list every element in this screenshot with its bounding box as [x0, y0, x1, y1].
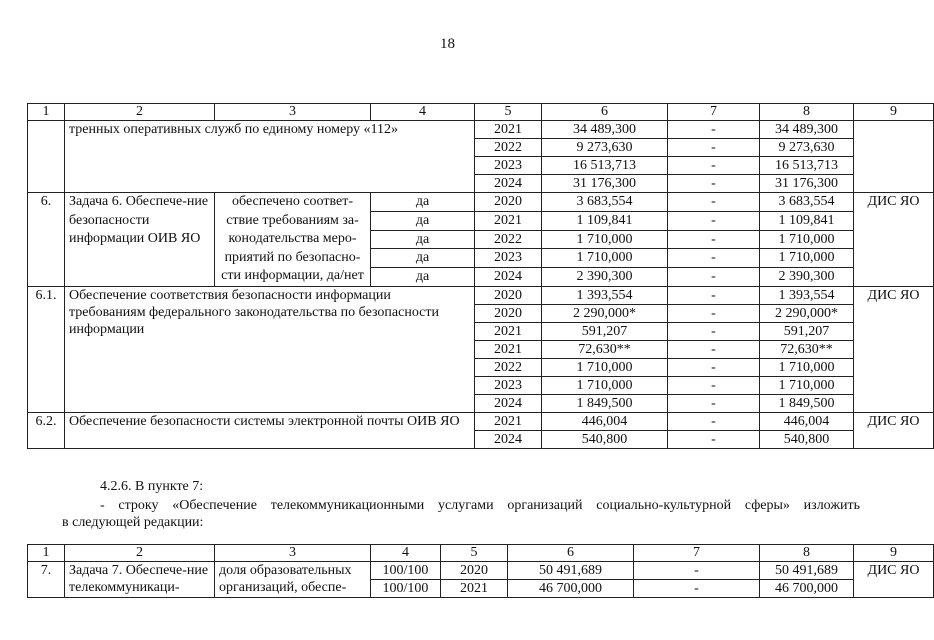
header-cell: 9 — [854, 104, 934, 121]
dash-cell: - — [668, 322, 760, 340]
dash-cell: - — [668, 157, 760, 175]
amount-cell: 446,004 — [542, 412, 668, 430]
description-cell: тренных оперативных служб по единому номеру «112» — [65, 121, 475, 193]
year-cell: 2020 — [475, 193, 542, 212]
header-cell: 3 — [215, 545, 371, 562]
indicator-cell: обеспечено соответ-ствие требованиям за-конодательства меро-приятий по безопасно-сти информации, да/нет — [215, 193, 371, 287]
amount-cell: 1 849,500 — [542, 394, 668, 412]
total-cell: 2 390,300 — [760, 268, 854, 287]
year-cell: 2024 — [475, 430, 542, 448]
amount-cell: 2 390,300 — [542, 268, 668, 287]
executor-cell: ДИС ЯО — [854, 412, 934, 448]
page-number: 18 — [440, 36, 455, 52]
header-cell: 8 — [760, 545, 854, 562]
table-row — [28, 286, 934, 304]
value-cell: да — [371, 230, 475, 249]
task-cell: Задача 7. Обеспече-ние телекоммуникаци- — [65, 562, 215, 598]
amount-cell: 50 491,689 — [508, 562, 634, 580]
dash-cell: - — [668, 412, 760, 430]
executor-cell: ДИС ЯО — [854, 193, 934, 287]
header-cell: 6 — [508, 545, 634, 562]
total-cell: 46 700,000 — [760, 580, 854, 598]
description-cell: Обеспечение соответствия безопасности информации требованиям федерального законодательства по безопасности информации — [65, 286, 475, 412]
paragraph-instruction-line1: - строку «Обеспечение телекоммуникационными услугами организаций социально-культурной сферы» изложить — [100, 498, 860, 513]
dash-cell: - — [668, 211, 760, 230]
year-cell: 2020 — [475, 286, 542, 304]
header-cell: 5 — [441, 545, 508, 562]
amount-cell: 591,207 — [542, 322, 668, 340]
total-cell: 50 491,689 — [760, 562, 854, 580]
dash-cell: - — [668, 376, 760, 394]
header-cell: 7 — [668, 104, 760, 121]
total-cell: 446,004 — [760, 412, 854, 430]
header-cell: 3 — [215, 104, 371, 121]
amount-cell: 1 109,841 — [542, 211, 668, 230]
total-cell: 1 849,500 — [760, 394, 854, 412]
year-cell: 2023 — [475, 376, 542, 394]
dash-cell: - — [668, 358, 760, 376]
amount-cell: 1 710,000 — [542, 249, 668, 268]
value-cell: 100/100 — [371, 562, 441, 580]
amount-cell: 1 710,000 — [542, 376, 668, 394]
value-cell: 100/100 — [371, 580, 441, 598]
total-cell: 34 489,300 — [760, 121, 854, 139]
total-cell: 31 176,300 — [760, 175, 854, 193]
amount-cell: 16 513,713 — [542, 157, 668, 175]
header-cell: 9 — [854, 545, 934, 562]
amount-cell: 31 176,300 — [542, 175, 668, 193]
paragraph-instruction-line2: в следующей редакции: — [62, 515, 204, 530]
num-cell: 7. — [28, 562, 65, 598]
total-cell: 1 710,000 — [760, 230, 854, 249]
amount-cell: 2 290,000* — [542, 304, 668, 322]
amount-cell: 1 710,000 — [542, 230, 668, 249]
description-cell: Обеспечение безопасности системы электронной почты ОИВ ЯО — [65, 412, 475, 448]
dash-cell: - — [668, 430, 760, 448]
amount-cell: 72,630** — [542, 340, 668, 358]
header-cell: 6 — [542, 104, 668, 121]
table-row — [28, 104, 934, 121]
year-cell: 2023 — [475, 157, 542, 175]
year-cell: 2021 — [475, 412, 542, 430]
table-row — [28, 121, 934, 139]
header-cell: 1 — [28, 104, 65, 121]
num-cell: 6.2. — [28, 412, 65, 448]
header-cell: 5 — [475, 104, 542, 121]
year-cell: 2023 — [475, 249, 542, 268]
header-cell: 4 — [371, 545, 441, 562]
executor-cell — [854, 121, 934, 193]
amount-cell: 540,800 — [542, 430, 668, 448]
total-cell: 1 710,000 — [760, 249, 854, 268]
dash-cell: - — [668, 121, 760, 139]
num-cell: 6. — [28, 193, 65, 287]
header-cell: 7 — [634, 545, 760, 562]
paragraph-4-2-6: 4.2.6. В пункте 7: — [100, 479, 204, 494]
table-row — [28, 545, 934, 562]
total-cell: 1 109,841 — [760, 211, 854, 230]
total-cell: 2 290,000* — [760, 304, 854, 322]
value-cell: да — [371, 249, 475, 268]
dash-cell: - — [668, 193, 760, 212]
year-cell: 2020 — [475, 304, 542, 322]
dash-cell: - — [668, 340, 760, 358]
year-cell: 2021 — [475, 340, 542, 358]
total-cell: 1 710,000 — [760, 376, 854, 394]
year-cell: 2024 — [475, 175, 542, 193]
indicator-cell: доля образовательных организаций, обеспе- — [215, 562, 371, 598]
total-cell: 9 273,630 — [760, 139, 854, 157]
header-cell: 8 — [760, 104, 854, 121]
total-cell: 540,800 — [760, 430, 854, 448]
total-cell: 3 683,554 — [760, 193, 854, 212]
year-cell: 2022 — [475, 358, 542, 376]
num-cell: 6.1. — [28, 286, 65, 412]
year-cell: 2021 — [475, 322, 542, 340]
table-row — [28, 562, 934, 580]
dash-cell: - — [668, 304, 760, 322]
year-cell: 2024 — [475, 394, 542, 412]
year-cell: 2022 — [475, 139, 542, 157]
num-cell — [28, 121, 65, 193]
amount-cell: 9 273,630 — [542, 139, 668, 157]
total-cell: 591,207 — [760, 322, 854, 340]
task-cell: Задача 6. Обеспече-ние безопасности информации ОИВ ЯО — [65, 193, 215, 287]
amount-cell: 1 393,554 — [542, 286, 668, 304]
dash-cell: - — [668, 249, 760, 268]
year-cell: 2024 — [475, 268, 542, 287]
header-cell: 1 — [28, 545, 65, 562]
amount-cell: 34 489,300 — [542, 121, 668, 139]
amount-cell: 46 700,000 — [508, 580, 634, 598]
value-cell: да — [371, 211, 475, 230]
header-cell: 2 — [65, 104, 215, 121]
amount-cell: 3 683,554 — [542, 193, 668, 212]
table-row — [28, 412, 934, 430]
year-cell: 2021 — [441, 580, 508, 598]
total-cell: 1 710,000 — [760, 358, 854, 376]
value-cell: да — [371, 193, 475, 212]
executor-cell: ДИС ЯО — [854, 286, 934, 412]
amount-cell: 1 710,000 — [542, 358, 668, 376]
table-row — [28, 193, 934, 212]
dash-cell: - — [668, 268, 760, 287]
dash-cell: - — [668, 175, 760, 193]
year-cell: 2022 — [475, 230, 542, 249]
total-cell: 16 513,713 — [760, 157, 854, 175]
main-table — [27, 103, 934, 449]
executor-cell: ДИС ЯО — [854, 562, 934, 598]
header-cell: 4 — [371, 104, 475, 121]
year-cell: 2021 — [475, 121, 542, 139]
dash-cell: - — [668, 286, 760, 304]
second-table — [27, 544, 934, 598]
year-cell: 2020 — [441, 562, 508, 580]
total-cell: 72,630** — [760, 340, 854, 358]
value-cell: да — [371, 268, 475, 287]
dash-cell: - — [634, 562, 760, 580]
dash-cell: - — [668, 230, 760, 249]
total-cell: 1 393,554 — [760, 286, 854, 304]
year-cell: 2021 — [475, 211, 542, 230]
header-cell: 2 — [65, 545, 215, 562]
dash-cell: - — [668, 394, 760, 412]
dash-cell: - — [634, 580, 760, 598]
dash-cell: - — [668, 139, 760, 157]
